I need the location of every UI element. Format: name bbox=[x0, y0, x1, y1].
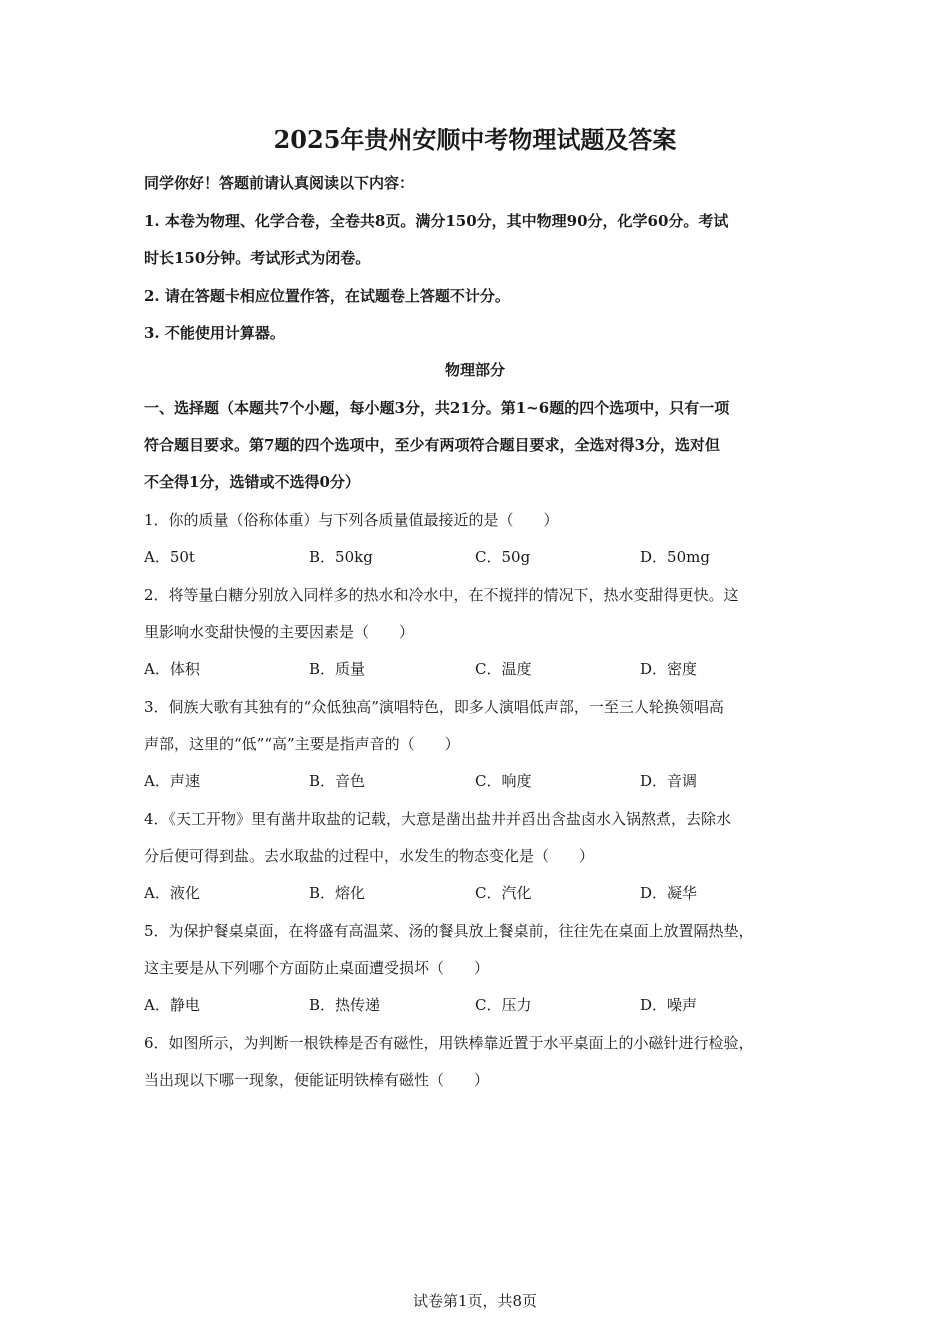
question-3-options bbox=[144, 770, 814, 792]
note-line-3: 2. 请在答题卡相应位置作答，在试题卷上答题不计分。 bbox=[144, 287, 510, 305]
note-line-2: 时长150分钟。考试形式为闭卷。 bbox=[144, 249, 371, 267]
document-title: 2025年贵州安顺中考物理试题及答案 bbox=[273, 125, 677, 154]
question-5-text-line-1: 5．为保护餐桌桌面，在将盛有高温菜、汤的餐具放上餐桌前，往往先在桌面上放置隔热垫， bbox=[144, 922, 754, 940]
question-1-option-b: B．50kg bbox=[309, 548, 373, 566]
question-3-text-line-1: 3．侗族大歌有其独有的“众低独高”演唱特色，即多人演唱低声部，一至三人轮换领唱高 bbox=[144, 698, 724, 716]
question-4-option-b: B．熔化 bbox=[309, 884, 366, 902]
question-2-option-c: C．温度 bbox=[475, 660, 532, 678]
question-3-text-line-2: 声部，这里的“低”“高”主要是指声音的（ ） bbox=[144, 735, 460, 753]
intro-text: 同学你好！答题前请认真阅读以下内容： bbox=[144, 174, 415, 192]
part-one-line-3: 不全得1分，选错或不选得0分） bbox=[144, 473, 360, 491]
part-one-line-2: 符合题目要求。第7题的四个选项中，至少有两项符合题目要求，全选对得3分，选对但 bbox=[144, 436, 720, 454]
question-5-text-line-2: 这主要是从下列哪个方面防止桌面遭受损坏（ ） bbox=[144, 959, 490, 977]
question-3-option-c: C．响度 bbox=[475, 772, 532, 790]
question-4-options bbox=[144, 882, 814, 904]
part-one-line-1: 一、选择题（本题共7个小题，每小题3分，共21分。第1~6题的四个选项中，只有一项 bbox=[144, 399, 730, 417]
question-2-text-line-1: 2．将等量白糖分别放入同样多的热水和冷水中，在不搅拌的情况下，热水变甜得更快。这 bbox=[144, 586, 739, 604]
question-3-option-d: D．音调 bbox=[640, 772, 698, 790]
question-6-text-line-1: 6．如图所示，为判断一根铁棒是否有磁性，用铁棒靠近置于水平桌面上的小磁针进行检验， bbox=[144, 1034, 754, 1052]
question-1-options bbox=[144, 546, 814, 568]
question-2-text-line-2: 里影响水变甜快慢的主要因素是（ ） bbox=[144, 623, 415, 641]
question-5-option-d: D．噪声 bbox=[640, 996, 698, 1014]
question-3-option-a: A．声速 bbox=[144, 772, 200, 790]
question-2-options bbox=[144, 658, 814, 680]
question-6-text-line-2: 当出现以下哪一现象，便能证明铁棒有磁性（ ） bbox=[144, 1071, 490, 1089]
question-4-option-a: A．液化 bbox=[144, 884, 200, 902]
question-2-option-a: A．体积 bbox=[144, 660, 200, 678]
section-title: 物理部分 bbox=[444, 361, 505, 379]
question-1-option-a: A．50t bbox=[144, 548, 195, 566]
question-4-option-d: D．凝华 bbox=[640, 884, 698, 902]
question-4-text-line-1: 4．《天工开物》里有凿井取盐的记载，大意是凿出盐井并舀出含盐卤水入锅熬煮，去除水 bbox=[144, 810, 732, 828]
question-5-option-a: A．静电 bbox=[144, 996, 200, 1014]
note-line-1: 1. 本卷为物理、化学合卷，全卷共8页。满分150分，其中物理90分，化学60分。考试 bbox=[144, 212, 729, 230]
question-5-option-b: B．热传递 bbox=[309, 996, 381, 1014]
question-1-text: 1．你的质量（俗称体重）与下列各质量值最接近的是（ ） bbox=[144, 511, 559, 529]
question-1-option-d: D．50mg bbox=[640, 548, 710, 566]
question-2-option-b: B．质量 bbox=[309, 660, 366, 678]
question-5-options bbox=[144, 994, 814, 1016]
question-1-option-c: C．50g bbox=[475, 548, 531, 566]
question-3-option-b: B．音色 bbox=[309, 772, 366, 790]
note-line-4: 3. 不能使用计算器。 bbox=[144, 324, 285, 342]
question-4-text-line-2: 分后便可得到盐。去水取盐的过程中，水发生的物态变化是（ ） bbox=[144, 847, 595, 865]
question-4-option-c: C．汽化 bbox=[475, 884, 532, 902]
question-2-option-d: D．密度 bbox=[640, 660, 698, 678]
question-5-option-c: C．压力 bbox=[475, 996, 532, 1014]
page-footer: 试卷第1页，共8页 bbox=[412, 1292, 538, 1310]
